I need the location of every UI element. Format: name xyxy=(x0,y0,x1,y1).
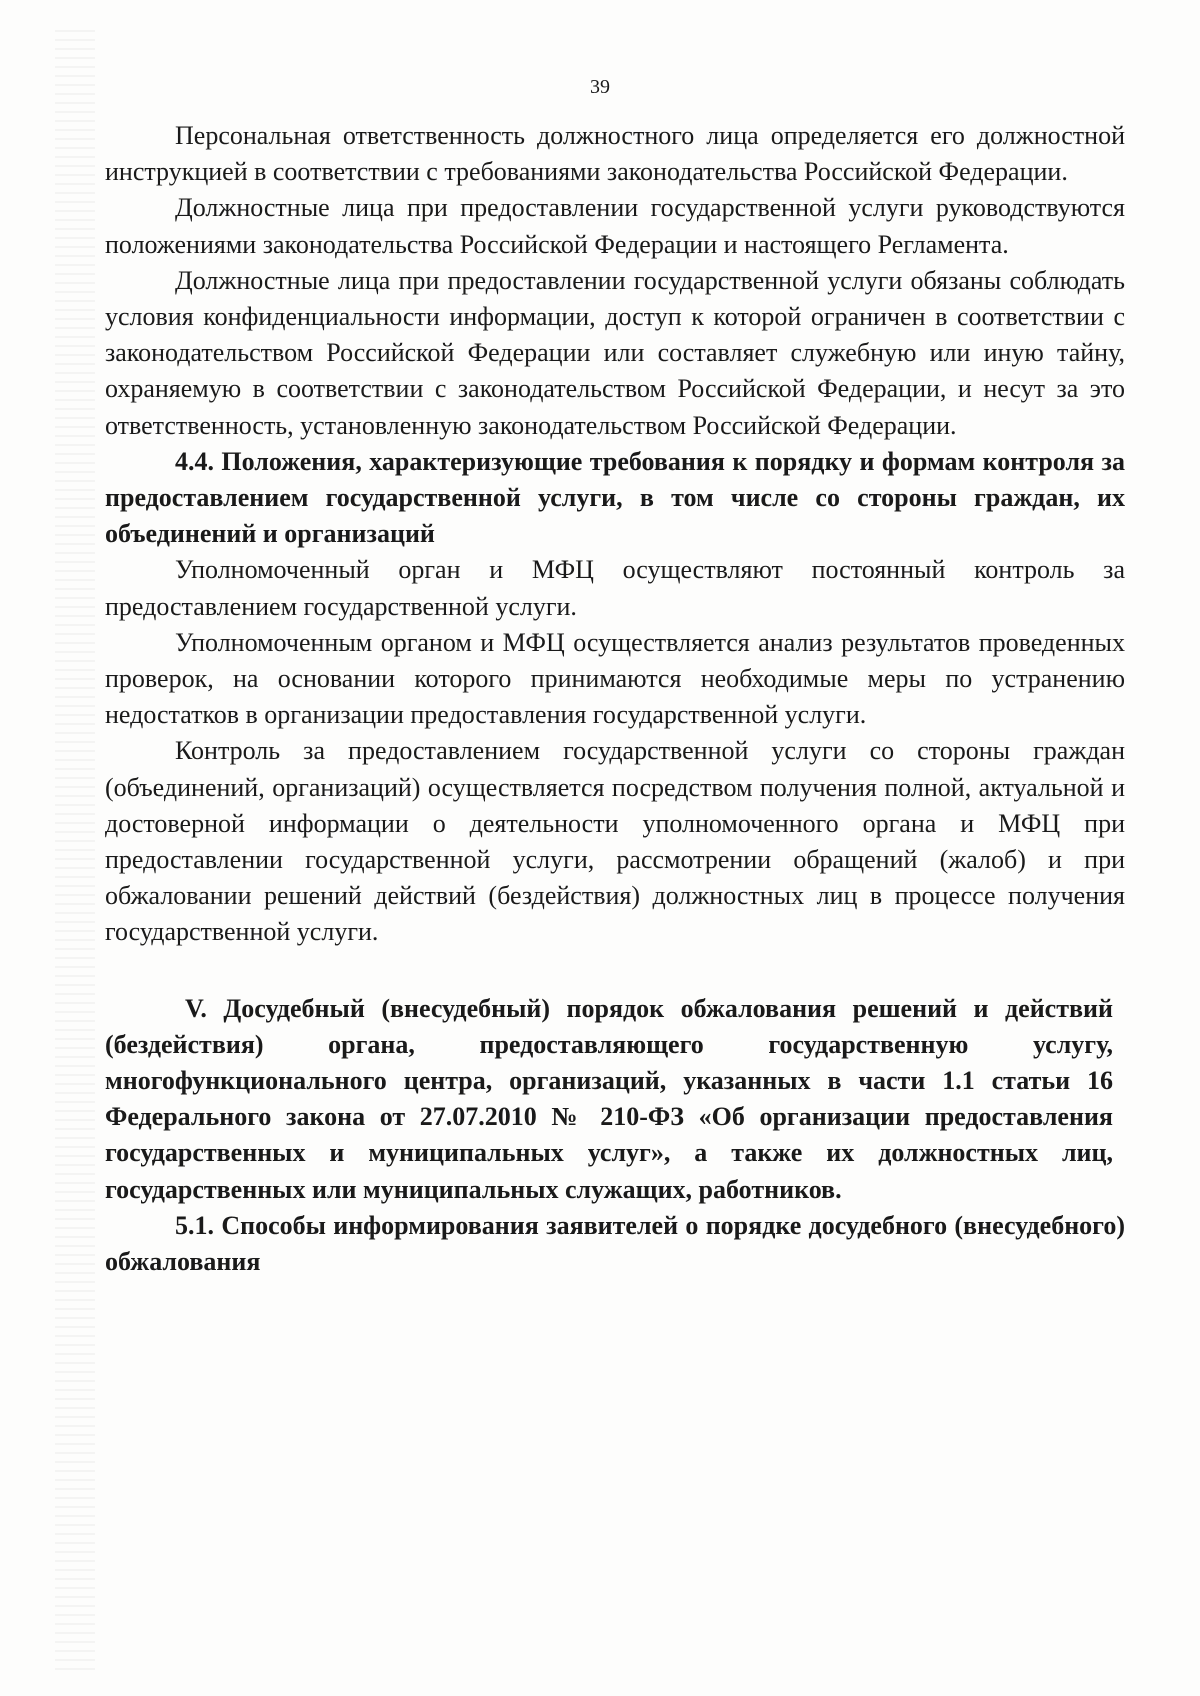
paragraph-analysis-results: Уполномоченным органом и МФЦ осуществляется анализ результатов проведенных проверок, на основании которого принимаются необходимые меры по устранению недостатков в организации предоставления государственной услуги. xyxy=(105,627,1125,730)
heading-section-v: V. Досудебный (внесудебный) порядок обжалования решений и действий (бездействия) органа, предоставляющего государственную услугу, многофункционального центра, организаций, указанных в части 1.1 статьи 16 Федерального закона от 27.07.2010 № 210-ФЗ «Об организации предоставления государственных и муниципальных услуг», а также их должностных лиц, государственных или муниципальных служащих, работников. xyxy=(105,993,1113,1204)
document-body xyxy=(105,118,1125,1280)
heading-section-4-4: 4.4. Положения, характеризующие требования к порядку и формам контроля за предоставлением государственной услуги, в том числе со стороны граждан, их объединений и организаций xyxy=(105,446,1125,549)
heading-section-5-1: 5.1. Способы информирования заявителей о порядке досудебного (внесудебного) обжалования xyxy=(105,1210,1125,1277)
paragraph-constant-control: Уполномоченный орган и МФЦ осуществляют постоянный контроль за предоставлением государственной услуги. xyxy=(105,555,1125,621)
paragraph-confidentiality: Должностные лица при предоставлении государственной услуги обязаны соблюдать условия конфиденциальности информации, доступ к которой ограничен в соответствии с законодательством Российской Федерации или составляет служебную или иную тайну, охраняемую в соответствии с законодательством Российской Федерации, и несут за это ответственность, установленную законодательством Российской Федерации. xyxy=(105,265,1125,440)
paragraph-citizen-control: Контроль за предоставлением государственной услуги со стороны граждан (объединений, организаций) осуществляется посредством получения полной, актуальной и достоверной информации о деятельности уполномоченного органа и МФЦ при предоставлении государственной услуги, рассмотрении обращений (жалоб) и при обжаловании решений действий (бездействия) должностных лиц в процессе получения государственной услуги. xyxy=(105,736,1125,947)
scan-margin-noise xyxy=(55,30,95,1670)
page-number: 39 xyxy=(590,76,610,98)
paragraph-personal-responsibility: Персональная ответственность должностного лица определяется его должностной инструкцией в соответствии с требованиями законодательства Российской Федерации. xyxy=(105,121,1125,187)
paragraph-officials-guided: Должностные лица при предоставлении государственной услуги руководствуются положениями законодательства Российской Федерации и настоящего Регламента. xyxy=(105,193,1125,259)
